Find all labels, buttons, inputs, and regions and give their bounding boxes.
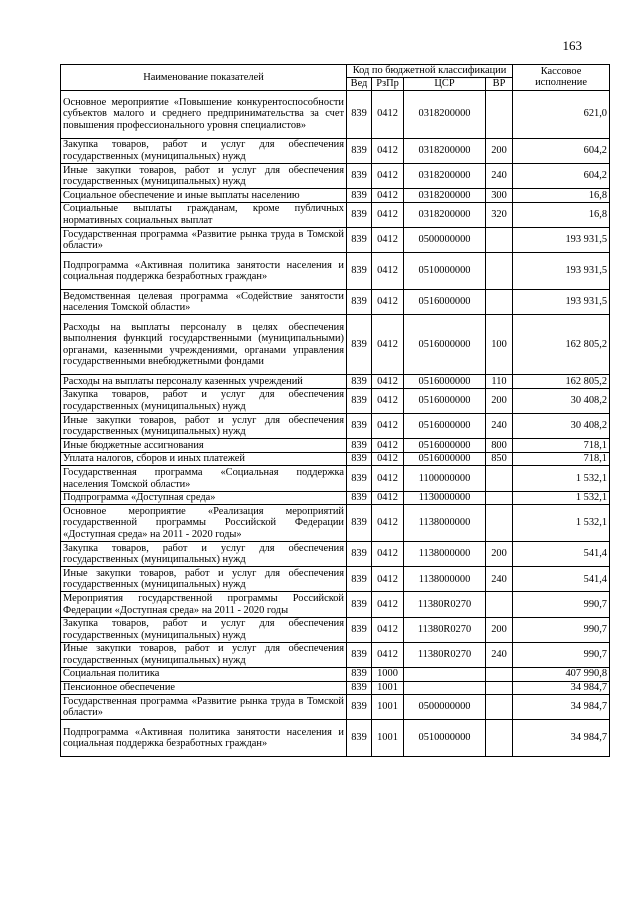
row-csr: 0516000000 — [404, 439, 486, 453]
header-code-group: Код по бюджетной классификации — [347, 65, 513, 78]
row-csr: 0516000000 — [404, 375, 486, 389]
row-csr: 0516000000 — [404, 414, 486, 439]
row-csr: 0510000000 — [404, 253, 486, 290]
row-vr — [486, 681, 513, 695]
row-name: Расходы на выплаты персоналу казенных учреждений — [61, 375, 347, 389]
row-name: Уплата налогов, сборов и иных платежей — [61, 452, 347, 466]
row-sum: 193 931,5 — [513, 290, 610, 315]
table-row — [61, 505, 610, 542]
row-sum: 1 532,1 — [513, 491, 610, 505]
row-name: Иные закупки товаров, работ и услуг для обеспечения государственных (муниципальных) нужд — [61, 164, 347, 189]
header-vr: ВР — [486, 78, 513, 91]
row-name: Пенсионное обеспечение — [61, 681, 347, 695]
row-vr — [486, 253, 513, 290]
header-csr: ЦСР — [404, 78, 486, 91]
row-name: Основное мероприятие «Реализация мероприятий государственной программы Российской Федерации «Доступная среда» на 2011 - 2020 годы» — [61, 505, 347, 542]
row-ved: 839 — [347, 414, 372, 439]
row-ved: 839 — [347, 253, 372, 290]
row-ved: 839 — [347, 452, 372, 466]
row-vr: 200 — [486, 617, 513, 642]
table-row — [61, 491, 610, 505]
row-name: Закупка товаров, работ и услуг для обеспечения государственных (муниципальных) нужд — [61, 617, 347, 642]
row-sum: 34 984,7 — [513, 695, 610, 720]
row-sum: 407 990,8 — [513, 667, 610, 681]
row-sum: 621,0 — [513, 90, 610, 138]
table-row — [61, 90, 610, 138]
row-vr: 300 — [486, 189, 513, 203]
row-rzpr: 1001 — [372, 695, 404, 720]
row-rzpr: 0412 — [372, 592, 404, 617]
table-row — [61, 375, 610, 389]
row-csr: 0516000000 — [404, 315, 486, 375]
row-ved: 839 — [347, 567, 372, 592]
budget-table — [60, 64, 610, 757]
table-row — [61, 695, 610, 720]
table-row — [61, 592, 610, 617]
row-csr: 0516000000 — [404, 452, 486, 466]
table-body — [61, 90, 610, 757]
row-ved: 839 — [347, 681, 372, 695]
header-rzpr: РзПр — [372, 78, 404, 91]
row-name: Подпрограмма «Активная политика занятости населения и социальная поддержка безработных граждан» — [61, 720, 347, 757]
row-vr — [486, 695, 513, 720]
row-ved: 839 — [347, 617, 372, 642]
row-rzpr: 0412 — [372, 414, 404, 439]
row-sum: 30 408,2 — [513, 414, 610, 439]
row-sum: 604,2 — [513, 138, 610, 163]
table-row — [61, 189, 610, 203]
row-ved: 839 — [347, 720, 372, 757]
row-sum: 604,2 — [513, 164, 610, 189]
row-csr: 1100000000 — [404, 466, 486, 491]
row-name: Социальное обеспечение и иные выплаты населению — [61, 189, 347, 203]
row-ved: 839 — [347, 164, 372, 189]
row-rzpr: 0412 — [372, 388, 404, 413]
row-csr: 0318200000 — [404, 189, 486, 203]
row-sum: 162 805,2 — [513, 375, 610, 389]
row-name: Ведомственная целевая программа «Содействие занятости населения Томской области» — [61, 290, 347, 315]
row-csr: 0318200000 — [404, 90, 486, 138]
row-rzpr: 0412 — [372, 90, 404, 138]
row-csr: 0500000000 — [404, 695, 486, 720]
row-rzpr: 0412 — [372, 617, 404, 642]
row-csr: 0510000000 — [404, 720, 486, 757]
row-rzpr: 0412 — [372, 452, 404, 466]
row-rzpr: 1000 — [372, 667, 404, 681]
row-rzpr: 0412 — [372, 138, 404, 163]
row-name: Иные закупки товаров, работ и услуг для обеспечения государственных (муниципальных) нужд — [61, 567, 347, 592]
table-row — [61, 452, 610, 466]
row-ved: 839 — [347, 290, 372, 315]
table-row — [61, 202, 610, 227]
row-name: Подпрограмма «Доступная среда» — [61, 491, 347, 505]
row-vr: 200 — [486, 388, 513, 413]
row-rzpr: 0412 — [372, 542, 404, 567]
row-vr — [486, 720, 513, 757]
row-sum: 34 984,7 — [513, 681, 610, 695]
row-csr: 1138000000 — [404, 542, 486, 567]
row-csr: 11380R0270 — [404, 617, 486, 642]
row-name: Иные закупки товаров, работ и услуг для обеспечения государственных (муниципальных) нужд — [61, 414, 347, 439]
row-vr — [486, 505, 513, 542]
row-vr — [486, 228, 513, 253]
row-rzpr: 0412 — [372, 491, 404, 505]
row-sum: 718,1 — [513, 452, 610, 466]
table-row — [61, 642, 610, 667]
row-vr: 110 — [486, 375, 513, 389]
row-csr: 0318200000 — [404, 164, 486, 189]
row-vr: 240 — [486, 164, 513, 189]
row-rzpr: 0412 — [372, 642, 404, 667]
row-vr: 100 — [486, 315, 513, 375]
row-vr: 320 — [486, 202, 513, 227]
row-ved: 839 — [347, 491, 372, 505]
table-row — [61, 290, 610, 315]
row-ved: 839 — [347, 466, 372, 491]
row-rzpr: 0412 — [372, 228, 404, 253]
row-ved: 839 — [347, 505, 372, 542]
row-csr: 0318200000 — [404, 202, 486, 227]
row-csr: 11380R0270 — [404, 592, 486, 617]
row-ved: 839 — [347, 315, 372, 375]
table-row — [61, 388, 610, 413]
row-ved: 839 — [347, 542, 372, 567]
row-rzpr: 1001 — [372, 681, 404, 695]
row-vr — [486, 90, 513, 138]
row-name: Основное мероприятие «Повышение конкурентоспособности субъектов малого и среднего предпринимательства за счет повышения профессионального уровня специалистов» — [61, 90, 347, 138]
row-csr: 0318200000 — [404, 138, 486, 163]
row-name: Закупка товаров, работ и услуг для обеспечения государственных (муниципальных) нужд — [61, 388, 347, 413]
row-sum: 34 984,7 — [513, 720, 610, 757]
row-ved: 839 — [347, 439, 372, 453]
row-rzpr: 0412 — [372, 315, 404, 375]
row-sum: 990,7 — [513, 617, 610, 642]
row-vr — [486, 290, 513, 315]
row-csr — [404, 667, 486, 681]
row-vr — [486, 592, 513, 617]
row-csr: 1138000000 — [404, 505, 486, 542]
table-row — [61, 138, 610, 163]
row-ved: 839 — [347, 388, 372, 413]
header-cash: Кассовое исполнение — [513, 65, 610, 91]
header-ved: Вед — [347, 78, 372, 91]
row-vr — [486, 667, 513, 681]
row-name: Мероприятия государственной программы Российской Федерации «Доступная среда» на 2011 - 2020 годы — [61, 592, 347, 617]
row-vr — [486, 491, 513, 505]
row-name: Государственная программа «Развитие рынка труда в Томской области» — [61, 228, 347, 253]
row-ved: 839 — [347, 90, 372, 138]
row-sum: 1 532,1 — [513, 505, 610, 542]
row-sum: 193 931,5 — [513, 253, 610, 290]
row-name: Государственная программа «Развитие рынка труда в Томской области» — [61, 695, 347, 720]
row-csr: 11380R0270 — [404, 642, 486, 667]
table-row — [61, 315, 610, 375]
page-number: 163 — [562, 38, 582, 53]
row-sum: 541,4 — [513, 567, 610, 592]
table-row — [61, 439, 610, 453]
row-vr: 200 — [486, 542, 513, 567]
row-ved: 839 — [347, 202, 372, 227]
row-csr: 0516000000 — [404, 290, 486, 315]
row-vr: 240 — [486, 567, 513, 592]
header-name: Наименование показателей — [61, 65, 347, 91]
row-name: Подпрограмма «Активная политика занятости населения и социальная поддержка безработных граждан» — [61, 253, 347, 290]
row-rzpr: 0412 — [372, 439, 404, 453]
row-vr: 800 — [486, 439, 513, 453]
row-vr: 240 — [486, 642, 513, 667]
table-row — [61, 681, 610, 695]
row-rzpr: 0412 — [372, 164, 404, 189]
row-rzpr: 0412 — [372, 290, 404, 315]
row-name: Расходы на выплаты персоналу в целях обеспечения выполнения функций государственными (муниципальными) органами, казенными учреждениями, органами управления государственными внебюджетными фондами — [61, 315, 347, 375]
row-vr: 200 — [486, 138, 513, 163]
row-csr: 0500000000 — [404, 228, 486, 253]
row-rzpr: 0412 — [372, 567, 404, 592]
row-vr — [486, 466, 513, 491]
row-vr: 240 — [486, 414, 513, 439]
row-sum: 990,7 — [513, 642, 610, 667]
row-rzpr: 0412 — [372, 375, 404, 389]
row-csr — [404, 681, 486, 695]
row-rzpr: 0412 — [372, 202, 404, 227]
row-sum: 1 532,1 — [513, 466, 610, 491]
table-row — [61, 542, 610, 567]
row-name: Социальные выплаты гражданам, кроме публичных нормативных социальных выплат — [61, 202, 347, 227]
table-row — [61, 253, 610, 290]
table-row — [61, 667, 610, 681]
row-csr: 1138000000 — [404, 567, 486, 592]
table-row — [61, 617, 610, 642]
row-sum: 718,1 — [513, 439, 610, 453]
row-name: Закупка товаров, работ и услуг для обеспечения государственных (муниципальных) нужд — [61, 138, 347, 163]
row-sum: 541,4 — [513, 542, 610, 567]
row-ved: 839 — [347, 667, 372, 681]
row-sum: 16,8 — [513, 189, 610, 203]
row-sum: 193 931,5 — [513, 228, 610, 253]
row-rzpr: 0412 — [372, 466, 404, 491]
row-rzpr: 0412 — [372, 253, 404, 290]
table-row — [61, 466, 610, 491]
row-sum: 990,7 — [513, 592, 610, 617]
row-sum: 16,8 — [513, 202, 610, 227]
row-name: Закупка товаров, работ и услуг для обеспечения государственных (муниципальных) нужд — [61, 542, 347, 567]
row-name: Государственная программа «Социальная поддержка населения Томской области» — [61, 466, 347, 491]
table-row — [61, 567, 610, 592]
row-csr: 0516000000 — [404, 388, 486, 413]
row-name: Иные закупки товаров, работ и услуг для обеспечения государственных (муниципальных) нужд — [61, 642, 347, 667]
row-rzpr: 0412 — [372, 505, 404, 542]
row-csr: 1130000000 — [404, 491, 486, 505]
row-ved: 839 — [347, 138, 372, 163]
row-name: Иные бюджетные ассигнования — [61, 439, 347, 453]
row-ved: 839 — [347, 375, 372, 389]
row-vr: 850 — [486, 452, 513, 466]
table-row — [61, 414, 610, 439]
row-name: Социальная политика — [61, 667, 347, 681]
row-ved: 839 — [347, 592, 372, 617]
row-ved: 839 — [347, 189, 372, 203]
table-row — [61, 228, 610, 253]
row-rzpr: 0412 — [372, 189, 404, 203]
row-ved: 839 — [347, 642, 372, 667]
row-ved: 839 — [347, 695, 372, 720]
table-row — [61, 164, 610, 189]
row-sum: 162 805,2 — [513, 315, 610, 375]
row-rzpr: 1001 — [372, 720, 404, 757]
row-sum: 30 408,2 — [513, 388, 610, 413]
table-row — [61, 720, 610, 757]
row-ved: 839 — [347, 228, 372, 253]
